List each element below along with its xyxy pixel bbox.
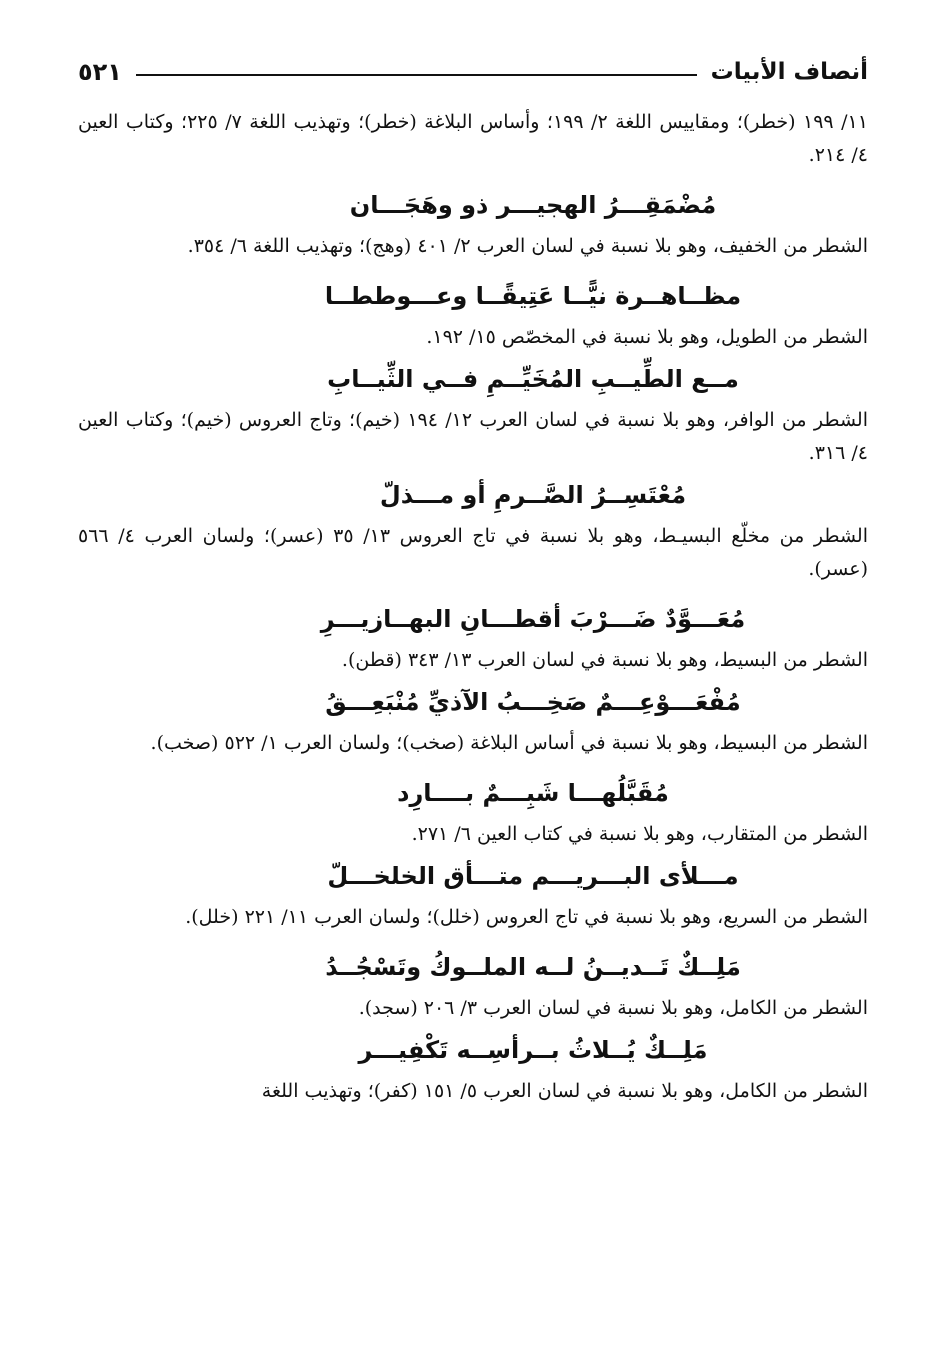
- entries: [78, 106, 868, 1108]
- source-paragraph: الشطر من الخفيف، وهو بلا نسبة في لسان العرب ٢/ ٤٠١ (وهج)؛ وتهذيب اللغة ٦/ ٣٥٤.: [187, 235, 868, 257]
- source-paragraph: الشطر من الكامل، وهو بلا نسبة في لسان العرب ٥/ ١٥١ (كفر)؛ وتهذيب اللغة: [261, 1080, 868, 1102]
- source-paragraph: الشطر من البسيط، وهو بلا نسبة في أساس البلاغة (صخب)؛ ولسان العرب ١/ ٥٢٢ (صخب).: [150, 732, 868, 754]
- source-paragraph: الشطر من البسيط، وهو بلا نسبة في لسان العرب ١٣/ ٣٤٣ (قطن).: [341, 649, 868, 671]
- page-number: ٥٢١: [78, 58, 122, 86]
- source-paragraph: الشطر من الطويل، وهو بلا نسبة في المخصّص ١٥/ ١٩٢.: [426, 326, 868, 348]
- source-paragraph: الشطر من المتقارب، وهو بلا نسبة في كتاب العين ٦/ ٢٧١.: [411, 823, 868, 845]
- book-page: [78, 52, 868, 1332]
- source-paragraph: ١١/ ١٩٩ (خطر)؛ ومقاييس اللغة ٢/ ١٩٩؛ وأساس البلاغة (خطر)؛ وتهذيب اللغة ٧/ ٢٢٥؛ وكتاب العين ٤/ ٢١٤.: [78, 111, 868, 166]
- verse-line: مُعَـــوَّدٌ ضَـــرْبَ أقطـــانِ البهــازيـــرِ: [320, 605, 746, 633]
- source-paragraph: الشطر من الكامل، وهو بلا نسبة في لسان العرب ٣/ ٢٠٦ (سجد).: [358, 997, 868, 1019]
- chapter-title: أنصاف الأبيات: [710, 59, 868, 85]
- verse-line: مُفْعَـــوْعِـــمٌ صَخِـــبُ الآذيِّ مُنْبَعِـــقُ: [325, 688, 741, 716]
- verse-line: مَلِــكٌ يُــلاثُ بــرأسِــه تَكْفِيـــر: [358, 1036, 708, 1064]
- running-header: [78, 52, 868, 92]
- verse-line: مَلِــكٌ تَــديــنُ لــه الملــوكُ وتَسْجُــدُ: [325, 953, 741, 981]
- header-rule: [136, 74, 697, 76]
- source-paragraph: الشطر من مخلّع البسيـط، وهو بلا نسبة في تاج العروس ١٣/ ٣٥ (عسر)؛ ولسان العرب ٤/ ٥٦٦ (عسر).: [78, 525, 868, 580]
- verse-line: مُضْمَقِـــرُ الهجيـــر ذو وهَجَـــان: [349, 191, 717, 219]
- verse-line: مظــاهــرة نيًّــا عَتِيقًــا وعـــوططــا: [324, 282, 742, 310]
- verse-line: مُعْتَسِــرُ الصَّــرمِ أو مـــذلّ: [379, 481, 687, 509]
- verse-line: مُقَبَّلُهـــا شَبِـــمٌ بــــارِد: [397, 779, 669, 807]
- verse-line: مـــلأى البـــريـــم متـــأق الخلخـــلّ: [327, 862, 739, 890]
- source-paragraph: الشطر من السريع، وهو بلا نسبة في تاج العروس (خلل)؛ ولسان العرب ١١/ ٢٢١ (خلل).: [185, 906, 868, 928]
- verse-line: مــع الطِّيــبِ المُخَيِّــمِ فــي الثِّيــابِ: [327, 365, 739, 393]
- source-paragraph: الشطر من الوافر، وهو بلا نسبة في لسان العرب ١٢/ ١٩٤ (خيم)؛ وتاج العروس (خيم)؛ وكتاب العين ٤/ ٣١٦.: [78, 409, 868, 464]
